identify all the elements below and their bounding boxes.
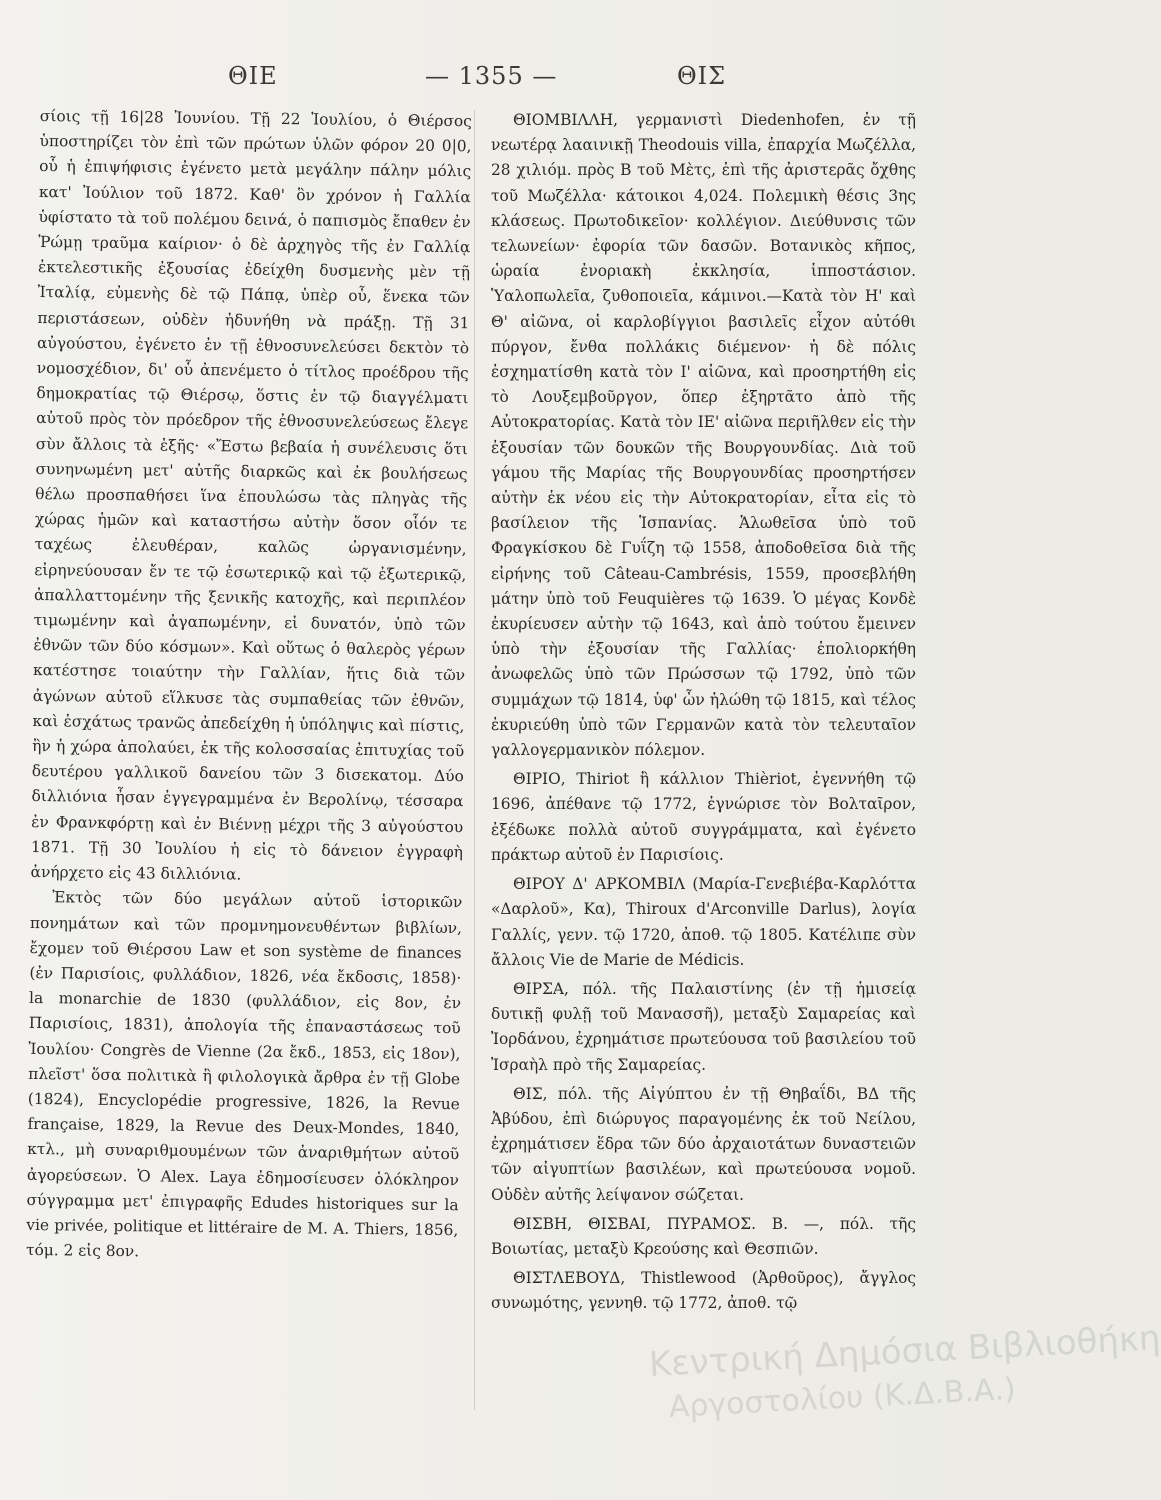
library-watermark-line1: Κεντρική Δημόσια Βιβλιοθήκη — [648, 1318, 1161, 1385]
page-number: — 1355 — — [425, 62, 558, 90]
entry-thirsa: ΘΙΡΣΑ, πόλ. τῆς Παλαιστίνης (ἐν τῇ ἡμισείᾳ δυτικῇ φυλῇ τοῦ Μανασσῆ), μεταξὺ Σαμαρείας καὶ Ἰορδάνου, ἐχρημάτισε πρωτεύουσα τοῦ βασιλείου τοῦ Ἰσραὴλ πρὸ τῆς Σαμαρείας. — [491, 979, 916, 1074]
column-divider — [474, 110, 475, 1410]
paragraph-thiers-biography: σίοις τῇ 16|28 Ἰουνίου. Τῇ 22 Ἰουλίου, ὁ Θιέρσος ὑποστηρίζει τὸν ἐπὶ τῶν πρώτων ὑλῶν φόρον 20 0|0, οὗ ἡ ἐπιψήφισις ἐγένετο μετὰ μεγάλην πάλην μόλις κατ' Ἰούλιον τοῦ 1872. Καθ' ὃν χρόνον ἡ Γαλλία ὑφίστατο τὰ τοῦ πολέμου δεινά, ὁ παπισμὸς ἔπαθεν ἐν Ῥώμῃ τραῦμα καίριον· ὁ δὲ ἀρχηγὸς τῆς ἐν Γαλλίᾳ ἐκτελεστικῆς ἐξουσίας ἐδείχθη δυσμενὴς μὲν τῇ Ἰταλίᾳ, εὐμενὴς δὲ τῷ Πάπᾳ, ὑπὲρ οὗ, ἕνεκα τῶν περιστάσεων, οὐδὲν ἠδυνήθη νὰ πράξῃ. Τῇ 31 αὐγούστου, ἐγένετο ἐν τῇ ἐθνοσυνελεύσει δεκτὸν τὸ νομοσχέδιον, δι' οὗ ἀπενέμετο ὁ τίτλος προέδρου τῆς δημοκρατίας τῷ Θιέρσῳ, ὅστις ἐν τῷ διαγγέλματι αὐτοῦ πρὸς τὸν πρόεδρον τῆς ἐθνοσυνελεύσεως ἔλεγε σὺν ἄλλοις τὰ ἑξῆς· «Ἔστω βεβαία ἡ συνέλευσις ὅτι συνηνωμένη μετ' αὐτῆς διαρκῶς καὶ ἐκ βουλήσεως θέλω προσπαθήσει ἵνα ἐπουλώσω τὰς πληγὰς τῆς χώρας ἡμῶν καὶ καταστήσω αὐτὴν ὅσον οἷόν τε ταχέως ἐλευθέραν, καλῶς ὠργανισμένην, εἰρηνεύουσαν ἔν τε τῷ ἐσωτερικῷ καὶ τῷ ἐξωτερικῷ, ἀπαλλαττομένην τῆς ξενικῆς κατοχῆς, καὶ περιπλέον τιμωμένην καὶ ἀγαπωμένην, εἰ δυνατόν, ὑπὸ τῶν ἐθνῶν τῶν δύο κόσμων». Καὶ οὕτως ὁ θαλερὸς γέρων κατέστησε τοιαύτην τὴν Γαλλίαν, ἥτις διὰ τῶν ἀγώνων αὐτοῦ εἵλκυσε τὰς συμπαθείας τῶν ἐθνῶν, καὶ ἐσχάτως τρανῶς ἀπεδείχθη ἡ ὑπόληψις καὶ πίστις, ἣν ἡ χώρα ἀπολαύει, ἐκ τῆς κολοσσαίας ἐπιτυχίας τοῦ δευτέρου γαλλικοῦ δανείου τῶν 3 δισεκατομ. Δύο διλλιόνια ἦσαν ἐγγεγραμμένα ἐν Βερολίνῳ, τέσσαρα ἐν Φρανκφόρτῃ καὶ ἐν Βιέννῃ μέχρι τῆς 3 αὐγούστου 1871. Τῇ 30 Ἰουλίου ἡ εἰς τὸ δάνειον ἐγγραφὴ ἀνήρχετο εἰς 43 διλλιόνια. — [30, 106, 472, 884]
running-header — [0, 62, 995, 102]
entry-thisbe: ΘΙΣΒΗ, ΘΙΣΒΑΙ, ΠΥΡΑΜΟΣ. Β. —, πόλ. τῆς Βοιωτίας, μεταξὺ Κρεούσης καὶ Θεσπιῶν. — [491, 1214, 916, 1258]
library-watermark-line2: Αργοστολίου (Κ.Δ.Β.Α.) — [668, 1371, 1017, 1425]
entry-thionville: ΘΙΟΜΒΙΛΛΗ, γερμανιστὶ Diedenhofen, ἐν τῇ νεωτέρᾳ λααινικῇ Theodouis villa, ἐπαρχία Μωζέλλα, 28 χιλιόμ. πρὸς Β τοῦ Μὲτς, ἐπὶ τῆς ἀριστερᾶς ὄχθης τοῦ Μωζέλλα· κάτοικοι 4,024. Πολεμικὴ θέσις 3ης κλάσεως. Πρωτοδικεῖον· κολλέγιον. Διεύθυνσις τῶν τελωνείων· ἐφορία τῶν δασῶν. Βοτανικὸς κῆπος, ὡραία ἐνοριακὴ ἐκκλησία, ἱπποστάσιον. Ὑαλοπωλεῖα, ζυθοποιεῖα, κάμινοι.—Κατὰ τὸν Η' καὶ Θ' αἰῶνα, οἱ καρλοβίγγιοι βασιλεῖς εἶχον αὐτόθι πύργον, ἔνθα πολλάκις διέμενον· ἡ δὲ πόλις ἐσχηματίσθη κατὰ τὸν Ι' αἰῶνα, καὶ προσηρτήθη εἰς τὸ Λουξεμβοῦργον, ὅπερ ἐξηρτᾶτο ἀπὸ τῆς Αὐτοκρατορίας. Κατὰ τὸν ΙΕ' αἰῶνα περιῆλθεν εἰς τὴν ἐξουσίαν τῶν δουκῶν τῆς Βουργουνδίας. Διὰ τοῦ γάμου τῆς Μαρίας τῆς Βουργουνδίας προσηρτήσεν αὐτὴν ἐκ νέου εἰς τὴν Αὐτοκρατορίαν, εἶτα εἰς τὸ βασίλειον τῆς Ἱσπανίας. Ἁλωθεῖσα ὑπὸ τοῦ Φραγκίσκου δὲ Γυΐζη τῷ 1558, ἀποδοθεῖσα διὰ τῆς εἰρήνης τοῦ Câteau-Cambrésis, 1559, προσεβλήθη μάτην ὑπὸ τοῦ Feuquières τῷ 1639. Ὁ μέγας Κονδὲ ἐκυρίευσεν αὐτὴν τῷ 1643, καὶ ἀπὸ τούτου ἔμεινεν ὑπὸ τὴν ἐξουσίαν τῆς Γαλλίας· ἐπολιορκήθη ἀνωφελῶς ὑπὸ τῶν Πρώσσων τῷ 1792, ὑπὸ τῶν συμμάχων τῷ 1814, ὑφ' ὧν ἡλώθη τῷ 1815, καὶ τέλος ἐκυριεύθη ὑπὸ τῶν Γερμανῶν κατὰ τὸν τελευταῖον γαλλογερμανικὸν πόλεμον. — [491, 111, 916, 760]
paragraph-thiers-works: Ἐκτὸς τῶν δύο μεγάλων αὐτοῦ ἱστορικῶν πονημάτων καὶ τῶν προμνημονευθέντων βιβλίων, ἔχομεν τοῦ Θιέρσου Law et son système de finances (ἐν Παρισίοις, φυλλάδιον, 1826, νέα ἔκδοσις, 1858)· la monarchie de 1830 (φυλλάδιον, εἰς 8ον, ἐν Παρισίοις, 1831), ἀπολογία τῆς ἐπαναστάσεως τοῦ Ἰουλίου· Congrès de Vienne (2α ἔκδ., 1853, εἰς 18ον), πλεῖστ' ὅσα πολιτικὰ ἢ φιλολογικὰ ἄρθρα ἐν τῇ Globe (1824), Encyclopédie progressive, 1826, la Revue française, 1829, la Revue des Deux-Mondes, 1840, κτλ., μὴ συναριθμουμένων τῶν ἀναριθμήτων αὐτοῦ ἀγορεύσεων. Ὁ Alex. Laya ἐδημοσίευσεν ὁλόκληρον σύγγραμμα μετ' ἐπιγραφῆς Edudes historiques sur la vie privée, politique et littéraire de M. A. Thiers, 1856, τόμ. 2 εἰς 8ον. — [25, 888, 463, 1261]
entry-thiroux-arconville: ΘΙΡΟΥ Δ' ΑΡΚΟΜΒΙΛ (Μαρία-Γενεβιέβα-Καρλόττα «Δαρλοῦ», Κα), Thiroux d'Arconville Darlus), λογία Γαλλίς, γενν. τῷ 1720, ἀποθ. τῷ 1805. Κατέλιπε σὺν ἄλλοις Vie de Marie de Médicis. — [491, 875, 916, 969]
left-column — [26, 104, 472, 1269]
right-column — [491, 104, 916, 1317]
entry-this: ΘΙΣ, πόλ. τῆς Αἰγύπτου ἐν τῇ Θηβαΐδι, ΒΔ τῆς Ἀβύδου, ἐπὶ διώρυγος παραγομένης ἐκ τοῦ Νείλου, ἐχρημάτισεν ἕδρα τῶν δύο ἀρχαιοτάτων δυναστειῶν τῶν αἰγυπτίων βασιλέων, καὶ πρωτεύουσα νομοῦ. Οὐδὲν αὐτῆς λείψανον σώζεται. — [491, 1084, 916, 1204]
header-left-keyword: ΘΙΕ — [228, 62, 278, 90]
entry-thistlewood: ΘΙΣΤΛΕΒΟΥΔ, Thistlewood (Ἀρθοῦρος), ἄγγλος συνωμότης, γεννηθ. τῷ 1772, ἀποθ. τῷ — [491, 1269, 916, 1313]
header-right-keyword: ΘΙΣ — [677, 62, 727, 90]
entry-thiriot: ΘΙΡΙΟ, Thiriot ἢ κάλλιον Thièriot, ἐγεννήθη τῷ 1696, ἀπέθανε τῷ 1772, ἐγνώρισε τὸν Βολταῖρον, ἐξέδωκε πολλὰ αὐτοῦ συγγράμματα, καὶ ἐγένετο πράκτωρ αὐτοῦ ἐν Παρισίοις. — [491, 770, 916, 864]
